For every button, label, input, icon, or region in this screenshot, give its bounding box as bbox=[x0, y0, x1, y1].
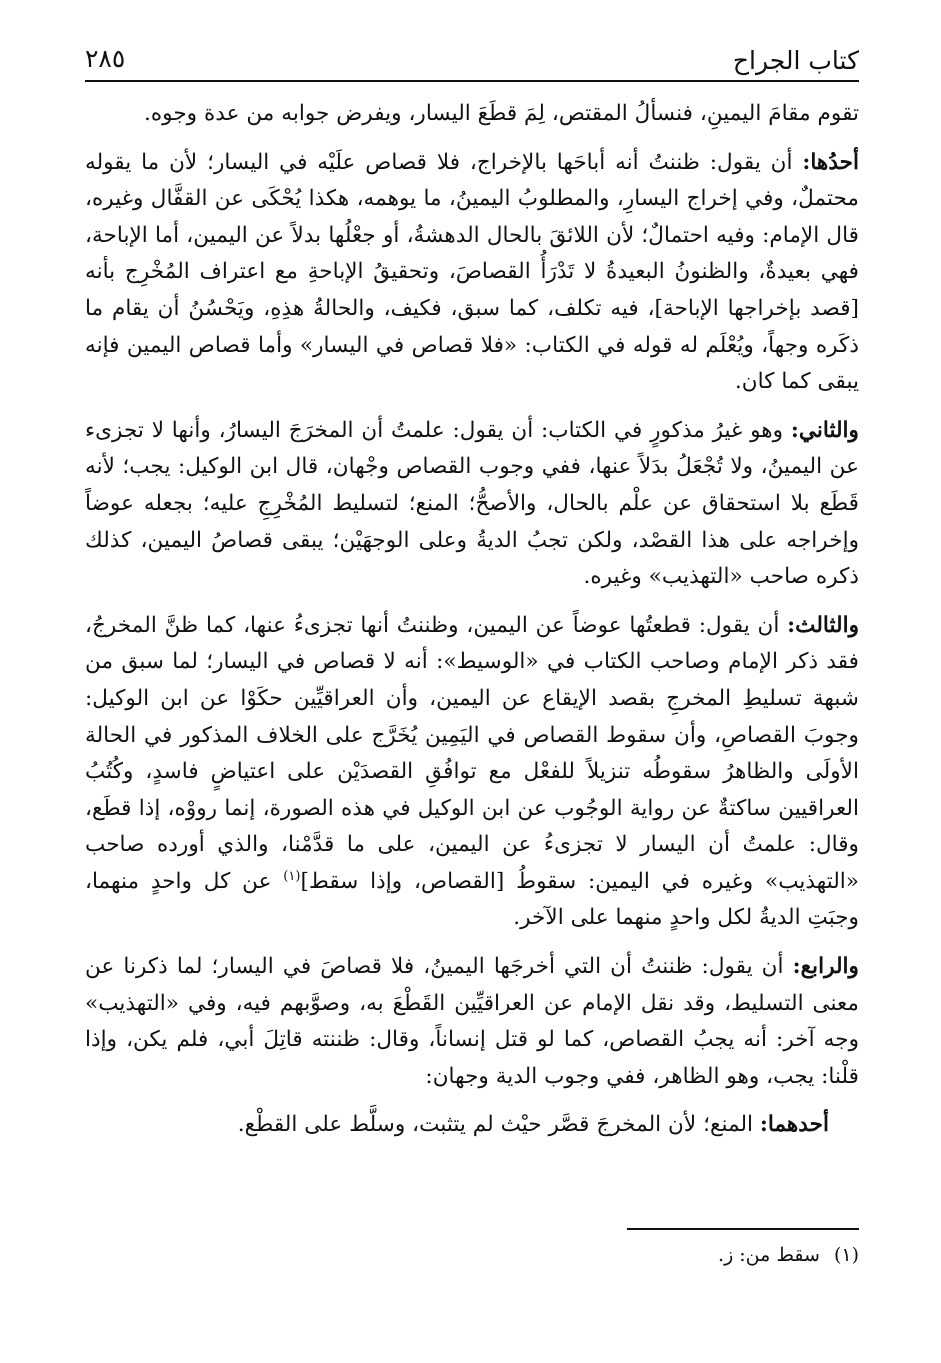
running-title: كتاب الجراح bbox=[732, 46, 859, 75]
paragraph-text: أن يقول: قطعتُها عوضاً عن اليمين، وظننتُ أنها تجزىءُ عنها، كما ظنَّ المخرجُ، فقد ذكر الإمام وصاحب الكتاب في «الوسيط»: أنه لا قصاص في اليسار؛ لما سبق من شبهة تسليطِ المخرجِ بقصد الإيقاع عن اليمين، وأن العراقيِّين حكَوْا عن ابن الوكيل: وجوبَ القصاصِ، وأن سقوط القصاص في اليَمِين يُخَرَّج على الخلاف المذكور في الحالة الأولَى والظاهرُ سقوطُه تنزيلاً للفعْل مع توافُقِ القصدَيْن على اعتياضٍ فاسدٍ، وكُتُبُ العراقيين ساكتةٌ عن رواية الوجُوب عن ابن الوكيل في هذه الصورة، إنما رووْه، إذا قطَع، وقال: علمتُ أن اليسار لا تجزىءُ عن اليمين، على ما قدَّمْنا، والذي أورده صاحب «التهذيب» وغيره في اليمين: سقوطُ [القصاص، وإذا سقط] bbox=[85, 612, 860, 894]
page-number: ٢٨٥ bbox=[85, 44, 126, 73]
footnote bbox=[85, 1238, 859, 1272]
footnote-divider bbox=[627, 1228, 859, 1230]
footnote-reference: (١) bbox=[283, 868, 301, 884]
paragraph-lead: والثالث: bbox=[787, 612, 859, 638]
paragraph-intro bbox=[85, 96, 859, 133]
paragraph-second bbox=[85, 413, 859, 596]
footnote-marker: (١) bbox=[833, 1244, 859, 1266]
paragraph-text: تقوم مقامَ اليمينِ، فنسألُ المقتص، لِمَ قطَعَ اليسار، ويفرض جوابه من عدة وجوه. bbox=[144, 101, 859, 126]
paragraph-text-continued: عن كل واحدٍ منهما، وجبَتِ الديةُ لكل واحدٍ منهما على الآخر. bbox=[85, 868, 859, 931]
paragraph-lead: أحدهما: bbox=[759, 1112, 829, 1138]
paragraph-text: وهو غيرُ مذكورٍ في الكتاب: أن يقول: علمتُ أن المخرَجَ اليسارُ، وأنها لا تجزىء عن اليمينُ، ولا تُجْعَلُ بدَلاً عنها، ففي وجوب القصاص وجْهان، قال ابن الوكيل: يجب؛ لأنه قَطَع بلا استحقاق عن علْم بالحال، والأصحُّ؛ المنع؛ لتسليط المُخْرِجِ عليه؛ بجعله عوضاً وإخراجه على هذا القصْد، ولكن تجبُ الديةُ وعلى الوجهَيْن؛ يبقى قصاصُ اليمين، كذلك ذكره صاحب «التهذيب» وغيره. bbox=[85, 417, 859, 590]
paragraph-lead: أحدُها: bbox=[802, 149, 859, 175]
paragraph-first bbox=[85, 145, 859, 401]
body-text bbox=[85, 96, 859, 1156]
page-header bbox=[85, 40, 859, 82]
paragraph-text: أن يقول: ظننتُ أنه أباحَها بالإخراج، فلا قصاص علَيْه في اليسار؛ لأن ما يقوله محتملٌ، وفي إخراج اليسارِ، والمطلوبُ اليمينُ، ما يوهمه، هكذا يُحْكَى عن القفَّال وغيره، قال الإمام: وفيه احتمالٌ؛ لأن اللائقَ بالحال الدهشةُ، أو جعْلُها بدلاً عن اليمين، أما الإباحة، فهي بعيدةٌ، والظنونُ البعيدةُ لا تَدْرَأُ القصاصَ، وتحقيقُ الإباحةِ مع اعتراف المُخْرِج بأنه [قصد بإخراجها الإباحة]، فيه تكلف، كما سبق، فكيف، والحالةُ هذِهِ، ويَحْسُنُ أن يقام ما ذكَره وجهاً، ويُعْلَم له قوله في الكتاب: «فلا قصاص في اليسار» وأما قصاص اليمين فإنه يبقى كما كان. bbox=[85, 149, 859, 395]
paragraph-fourth bbox=[85, 949, 859, 1095]
paragraph-text: المنع؛ لأن المخرجَ قصَّر حيْث لم يتثبت، وسلَّط على القطْع. bbox=[237, 1112, 760, 1138]
footnote-text: سقط من: ز. bbox=[718, 1244, 820, 1266]
paragraph-lead: والثاني: bbox=[790, 417, 859, 443]
paragraph-third bbox=[85, 608, 859, 937]
paragraph-text: أن يقول: ظننتُ أن التي أخرجَها اليمينُ، فلا قصاصَ في اليسار؛ لما ذكرنا عن معنى التسليط، وقد نقل الإمام عن العراقيِّين القَطْعَ به، وصوَّبهم فيه، وفي «التهذيب» وجه آخر: أنه يجبُ القصاص، كما لو قتل إنساناً، وقال: ظننته قاتِلَ أبي، فلم يكن، وإذا قلْنا: يجب، وهو الظاهر، ففي وجوب الدية وجهان: bbox=[85, 954, 859, 1089]
paragraph-fourth-sub bbox=[85, 1107, 859, 1144]
paragraph-lead: والرابع: bbox=[792, 954, 859, 980]
